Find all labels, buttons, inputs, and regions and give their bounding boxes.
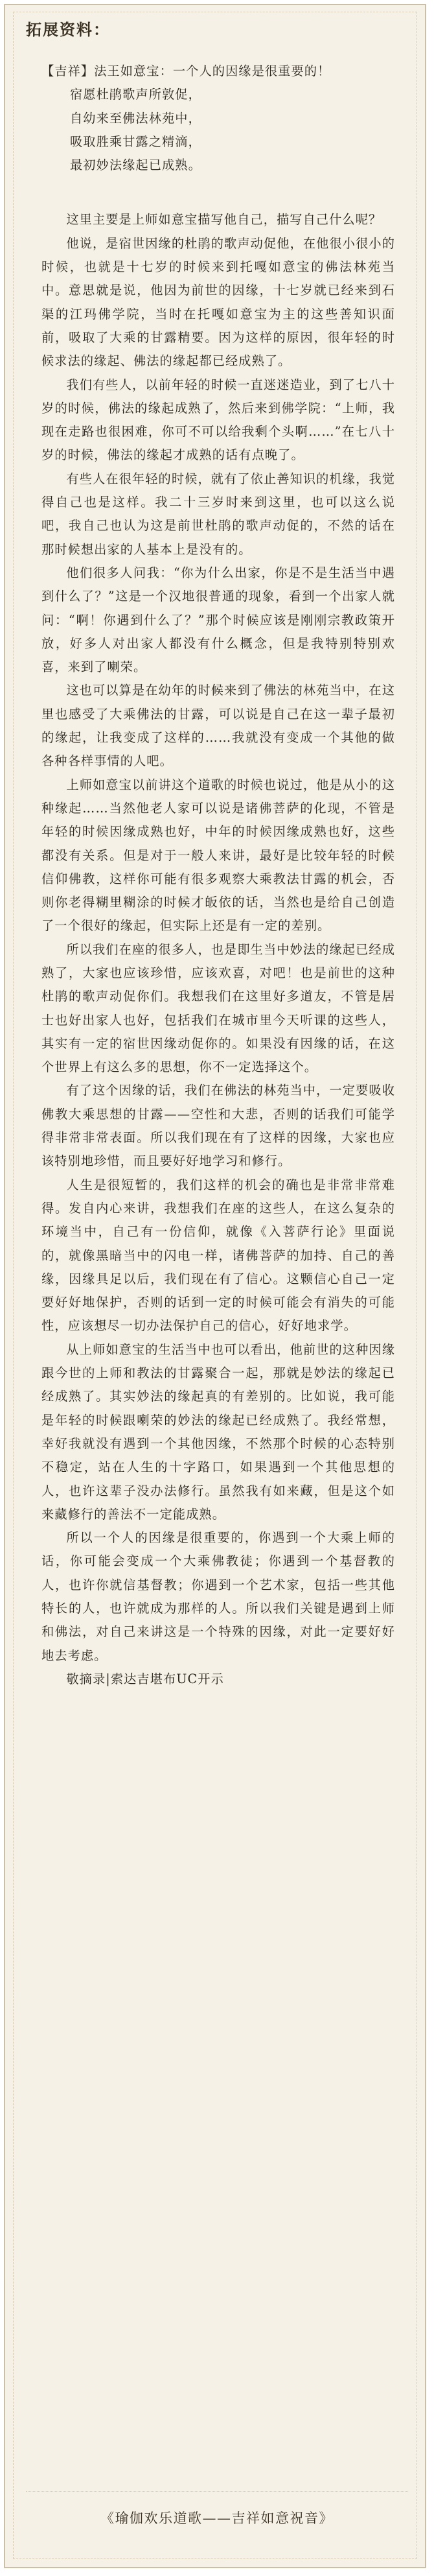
verse-line: 最初妙法缘起已成熟。 — [70, 158, 201, 173]
divider — [26, 2491, 408, 2492]
section-heading: 拓展资料： — [26, 21, 110, 39]
paragraph: 有些人在很年轻的时候，就有了依止善知识的机缘，我觉得自己也是这样。我二十三岁时来到这里，也可以这么说吧，我自己也认为这是前世杜鹃的歌声动促的，不然的话在那时候想出家的人基本上是没有的。 — [41, 471, 395, 557]
paragraph: 所以我们在座的很多人，也是即生当中妙法的缘起已经成熟了，大家也应该珍惜，应该欢喜，对吧！也是前世的这种杜鹃的歌声动促你们。我想我们在这里好多道友，不管是居士也好出家人也好，包括我们在城市里今天听课的这些人，其实有一定的宿世因缘动促你的。如果没有因缘的话，在这个世界上有这么多的思想，你不一定选择这个。 — [41, 941, 395, 1075]
verse-line: 自幼来至佛法林苑中， — [70, 110, 201, 126]
verse-line: 宿愿杜鹃歌声所敦促， — [70, 87, 201, 102]
verse-line: 吸取胜乘甘露之精滴， — [70, 134, 201, 149]
footer-title: 《瑜伽欢乐道歌——吉祥如意祝音》 — [100, 2511, 334, 2526]
source-attribution: 敬摘录|索达吉堪布UC开示 — [66, 1671, 224, 1686]
paragraph: 这也可以算是在幼年的时候来到了佛法的林苑当中，在这里也感受了大乘佛法的甘露，可以说是自己在这一辈子最初的缘起，让我变成了这样的……我就没有变成一个其他的做各种各样事情的人吧。 — [41, 683, 395, 769]
paragraph: 他说，是宿世因缘的杜鹃的歌声动促他，在他很小很小的时候，也就是十七岁的时候来到托嘎如意宝的佛法林苑当中。意思就是说，他因为前世的因缘，十七岁就已经来到石渠的江玛佛学院，当时在托嘎如意宝为主的这些善知识面前，吸取了大乘的甘露精要。因为这样的原因，很年轻的时候求法的缘起、佛法的缘起都已经成熟了。 — [41, 235, 395, 369]
intro-line: 【吉祥】法王如意宝：一个人的因缘是很重要的！ — [41, 64, 331, 78]
paragraph: 人生是很短暂的，我们这样的机会的确也是非常非常难得。发自内心来讲，我想我们在座的这些人，在这么复杂的环境当中，自己有一份信仰，就像《入菩萨行论》里面说的，就像黑暗当中的闪电一样，诸佛菩萨的加持、自己的善缘，因缘具足以后，我们现在有了信心。这颗信心自己一定要好好地保护，否则的话到一定的时候可能会有消失的可能性，应该想尽一切办法保护自己的信心，好好地求学。 — [41, 1177, 395, 1334]
paragraph: 所以一个人的因缘是很重要的，你遇到一个大乘上师的话，你可能会变成一个大乘佛教徒；你遇到一个基督教的人，也许你就信基督教；你遇到一个艺术家，包括一些其他特长的人，也许就成为那样的人。所以我们关键是遇到上师和佛法，对自己来讲这是一个特殊的因缘，对此一定要好好地去考虑。 — [41, 1530, 395, 1663]
paragraph: 这里主要是上师如意宝描写他自己，描写自己什么呢？ — [66, 212, 382, 228]
verse-block — [70, 83, 395, 177]
paragraph: 我们有些人，以前年轻的时候一直迷迷造业，到了七八十岁的时候，佛法的缘起成熟了，然后来到佛学院：“上师，我现在走路也很困难，你可不可以给我剩个头啊……”在七八十岁的时候，佛法的缘起才成熟的话有点晚了。 — [41, 377, 395, 463]
paragraph: 他们很多人问我：“你为什么出家，你是不是生活当中遇到什么了？”这是一个汉地很普通的现象，看到一个出家人就问：“啊！你遇到什么了？”那个时候应该是刚刚宗教政策开放，好多人对出家人都没有什么概念，但是我特别特别欢喜，来到了喇荣。 — [41, 565, 395, 675]
paragraph: 从上师如意宝的生活当中也可以看出，他前世的这种因缘跟今世的上师和教法的甘露聚合一起，那就是妙法的缘起已经成熟了。其实妙法的缘起真的有差别的。比如说，我可能是年轻的时候跟喇荣的妙法的缘起已经成熟了。我经常想，幸好我就没有遇到一个其他因缘，不然那个时候的心态特别不稳定，站在人生的十字路口，如果遇到一个其他思想的人，也许这辈子没办法修行。虽然我有如来藏，但是这个如来藏修行的善法不一定能成熟。 — [41, 1341, 395, 1522]
article-body — [41, 60, 395, 1691]
paragraph: 上师如意宝以前讲这个道歌的时候也说过，他是从小的这种缘起……当然他老人家可以说是诸佛菩萨的化现，不管是年轻的时候因缘成熟也好，中年的时候因缘成熟也好，这些都没有关系。但是对于一般人来讲，最好是比较年轻的时候信仰佛教，这样你可能有很多观察大乘教法甘露的机会，否则你老得糊里糊涂的时候才皈依的话，当然也是给自己创造了一个很好的缘起，但实际上还是有一定的差别。 — [41, 777, 395, 934]
paragraph: 有了这个因缘的话，我们在佛法的林苑当中，一定要吸收佛教大乘思想的甘露——空性和大悲，否则的话我们可能学得非常非常表面。所以我们现在有了这样的因缘，大家也应该特别地珍惜，而且要好好地学习和修行。 — [41, 1083, 395, 1169]
